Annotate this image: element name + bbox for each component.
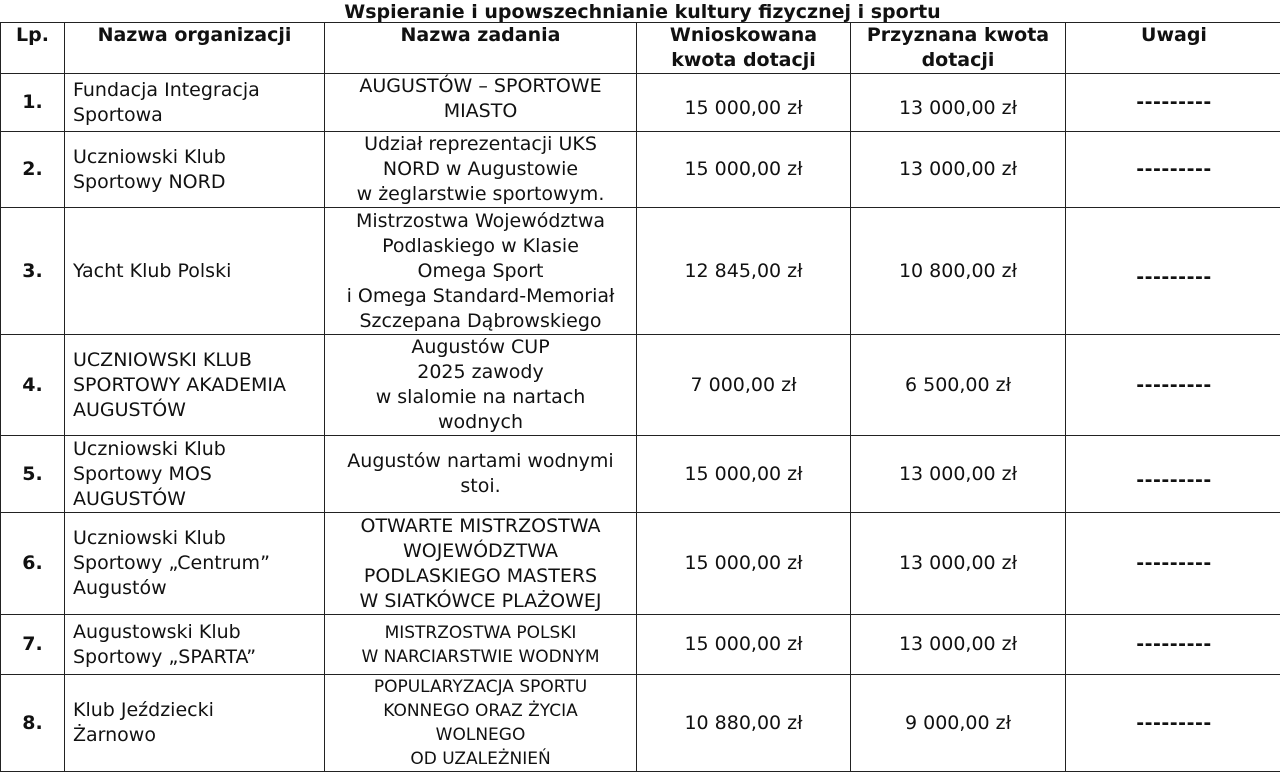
table-row [1,335,1280,436]
granted-amount: 13 000,00 zł [851,436,1066,513]
table-row [1,675,1280,772]
organization-name: Yacht Klub Polski [65,208,325,335]
row-number: 4. [1,335,65,436]
task-name: OTWARTE MISTRZOSTWA WOJEWÓDZTWA PODLASKIEGO MASTERS W SIATKÓWCE PLAŻOWEJ [325,513,637,615]
requested-amount: 15 000,00 zł [637,513,851,615]
notes: --------- [1066,74,1280,132]
notes: --------- [1066,132,1280,208]
granted-amount: 13 000,00 zł [851,615,1066,675]
column-header-task: Nazwa zadania [325,23,637,74]
row-number: 2. [1,132,65,208]
granted-amount: 9 000,00 zł [851,675,1066,772]
task-name: Mistrzostwa Województwa Podlaskiego w Klasie Omega Sport i Omega Standard-Memoriał Szczepana Dąbrowskiego [325,208,637,335]
requested-amount: 15 000,00 zł [637,615,851,675]
notes: --------- [1066,436,1280,513]
column-header-notes: Uwagi [1066,23,1280,74]
column-header-granted-amount: Przyznana kwota dotacji [851,23,1066,74]
table-row [1,132,1280,208]
row-number: 6. [1,513,65,615]
requested-amount: 15 000,00 zł [637,74,851,132]
table-header-row [1,23,1280,74]
requested-amount: 15 000,00 zł [637,436,851,513]
requested-amount: 7 000,00 zł [637,335,851,436]
requested-amount: 15 000,00 zł [637,132,851,208]
notes: --------- [1066,675,1280,772]
row-number: 1. [1,74,65,132]
row-number: 8. [1,675,65,772]
organization-name: UCZNIOWSKI KLUB SPORTOWY AKADEMIA AUGUSTÓW [65,335,325,436]
task-name: Udział reprezentacji UKS NORD w Augustowie w żeglarstwie sportowym. [325,132,637,208]
row-number: 7. [1,615,65,675]
table-row [1,513,1280,615]
task-name: POPULARYZACJA SPORTU KONNEGO ORAZ ŻYCIA WOLNEGO OD UZALEŻNIEŃ [325,675,637,772]
column-header-organization: Nazwa organizacji [65,23,325,74]
grants-table [0,22,1280,772]
column-header-requested-amount: Wnioskowana kwota dotacji [637,23,851,74]
row-number: 5. [1,436,65,513]
row-number: 3. [1,208,65,335]
requested-amount: 10 880,00 zł [637,675,851,772]
granted-amount: 13 000,00 zł [851,513,1066,615]
task-name: Augustów nartami wodnymi stoi. [325,436,637,513]
task-name: MISTRZOSTWA POLSKI W NARCIARSTWIE WODNYM [325,615,637,675]
organization-name: Fundacja Integracja Sportowa [65,74,325,132]
requested-amount: 12 845,00 zł [637,208,851,335]
granted-amount: 13 000,00 zł [851,74,1066,132]
table-row [1,615,1280,675]
notes: --------- [1066,208,1280,335]
table-row [1,436,1280,513]
organization-name: Uczniowski Klub Sportowy NORD [65,132,325,208]
granted-amount: 6 500,00 zł [851,335,1066,436]
notes: --------- [1066,615,1280,675]
table-row [1,208,1280,335]
organization-name: Augustowski Klub Sportowy „SPARTA” [65,615,325,675]
granted-amount: 13 000,00 zł [851,132,1066,208]
organization-name: Uczniowski Klub Sportowy „Centrum” Augustów [65,513,325,615]
task-name: AUGUSTÓW – SPORTOWE MIASTO [325,74,637,132]
document-title: Wspieranie i upowszechnianie kultury fizycznej i sportu [0,0,1280,22]
table-row [1,74,1280,132]
column-header-lp: Lp. [1,23,65,74]
notes: --------- [1066,513,1280,615]
notes: --------- [1066,335,1280,436]
organization-name: Klub Jeździecki Żarnowo [65,675,325,772]
organization-name: Uczniowski Klub Sportowy MOS AUGUSTÓW [65,436,325,513]
task-name: Augustów CUP 2025 zawody w slalomie na nartach wodnych [325,335,637,436]
granted-amount: 10 800,00 zł [851,208,1066,335]
